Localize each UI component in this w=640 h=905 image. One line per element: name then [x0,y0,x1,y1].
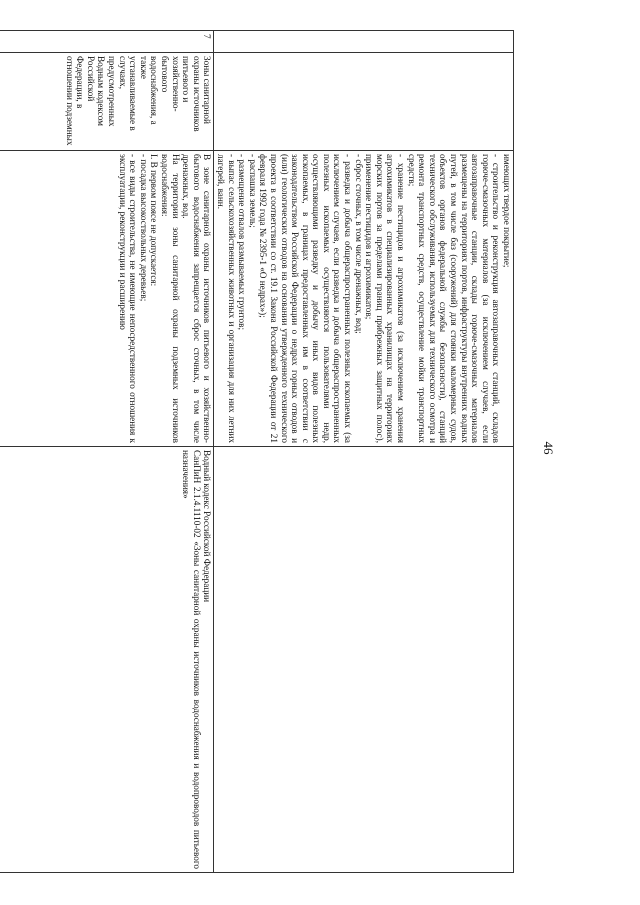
legal-basis-line: Водный кодекс Российской Федерации [202,450,213,603]
page-number: 46 [541,441,556,455]
restriction-line: - строительство и реконструкция автозаправочных станций, складов горюче-смазочных материалов (за исключением случаев, если автозаправочные станции, склады горюче-смазочных материалов размещены на территориях портов, инфраструктуры внутренних водных путей, в том числе баз (сооружений) для стоянки маломерных судов, объектов органов федеральной службы безопасности), станций технического обслуживания, используемых для технического осмотра и ремонта транспортных средств, осуществление мойки транспортных средств; [406,154,502,443]
cell-zone-empty [214,53,514,151]
cell-zone-name: Зоны санитарной охраны источников питьевого и хозяйственно-бытового водоснабжения, а также устанавливаемые в случаях, предусмотренных Водным кодексом Российской Федерации, в отношении подземных [0,53,214,151]
restriction-line: - посадка высокоствольных деревьев; [138,154,149,302]
cell-legal-basis-empty [214,447,514,873]
restriction-line: - выпас сельскохозяйственных животных и организация для них летних лагерей, ванн. [215,154,237,443]
rotated-table-wrapper [64,30,514,873]
restriction-line: - размещение отвалов размываемых грунтов; [237,154,248,330]
cell-restrictions-continuation [214,151,514,447]
restrictions-table [0,30,514,873]
cell-legal-basis [0,447,214,873]
table-row-7 [0,31,214,873]
restriction-line: имеющих твердое покрытие; [502,154,512,268]
table-row-continuation [214,31,514,873]
restriction-line: I. В первом поясе не допускается: [149,154,160,287]
restriction-line: На территории зоны санитарной охраны подземных источников водоснабжения: [160,154,181,443]
restriction-line: - разведка и добыча общераспространенных полезных ископаемых (за исключением случаев, если разведка и добыча общераспространенных полезных ископаемых осуществляются пользователями недр, осуществляющими разведку и добычу иных видов полезных ископаемых, в границах предоставленных им в соответствии с законодательством Российской Федерации о недрах горных отводов и (или) геологических отводов на основании утвержденного технического проекта в соответствии со ст. 19.1 Закона Российской Федерации от 21 февраля 1992 года № 2395-1 «О недрах»); [258,154,354,443]
cell-row-number: 7 [0,31,214,53]
cell-restrictions [0,151,214,447]
restriction-line: В зоне санитарной охраны источников питьевого и хозяйственно-бытового водоснабжения запрещается сброс сточных, в том числе дренажных, вод. [181,154,213,443]
restriction-line: - хранение пестицидов и агрохимикатов (за исключением хранения агрохимикатов в специализированных хранилищах на территориях морских портов за пределами границ прибрежных защитных полос), применение пестицидов и агрохимикатов; [364,154,407,443]
cell-number-empty [214,31,514,53]
restriction-line: - все виды строительства, не имеющие непосредственного отношения к эксплуатации, реконструкции и расширению [117,154,139,443]
restriction-line: - сброс сточных, в том числе дренажных, вод; [353,154,364,334]
legal-basis-line: СанПиН 2.1.4.1110-02 «Зоны санитарной охраны источников водоснабжения и водопроводов питьевого назначения» [181,450,202,869]
restriction-line: - распашка земель; [247,154,258,228]
